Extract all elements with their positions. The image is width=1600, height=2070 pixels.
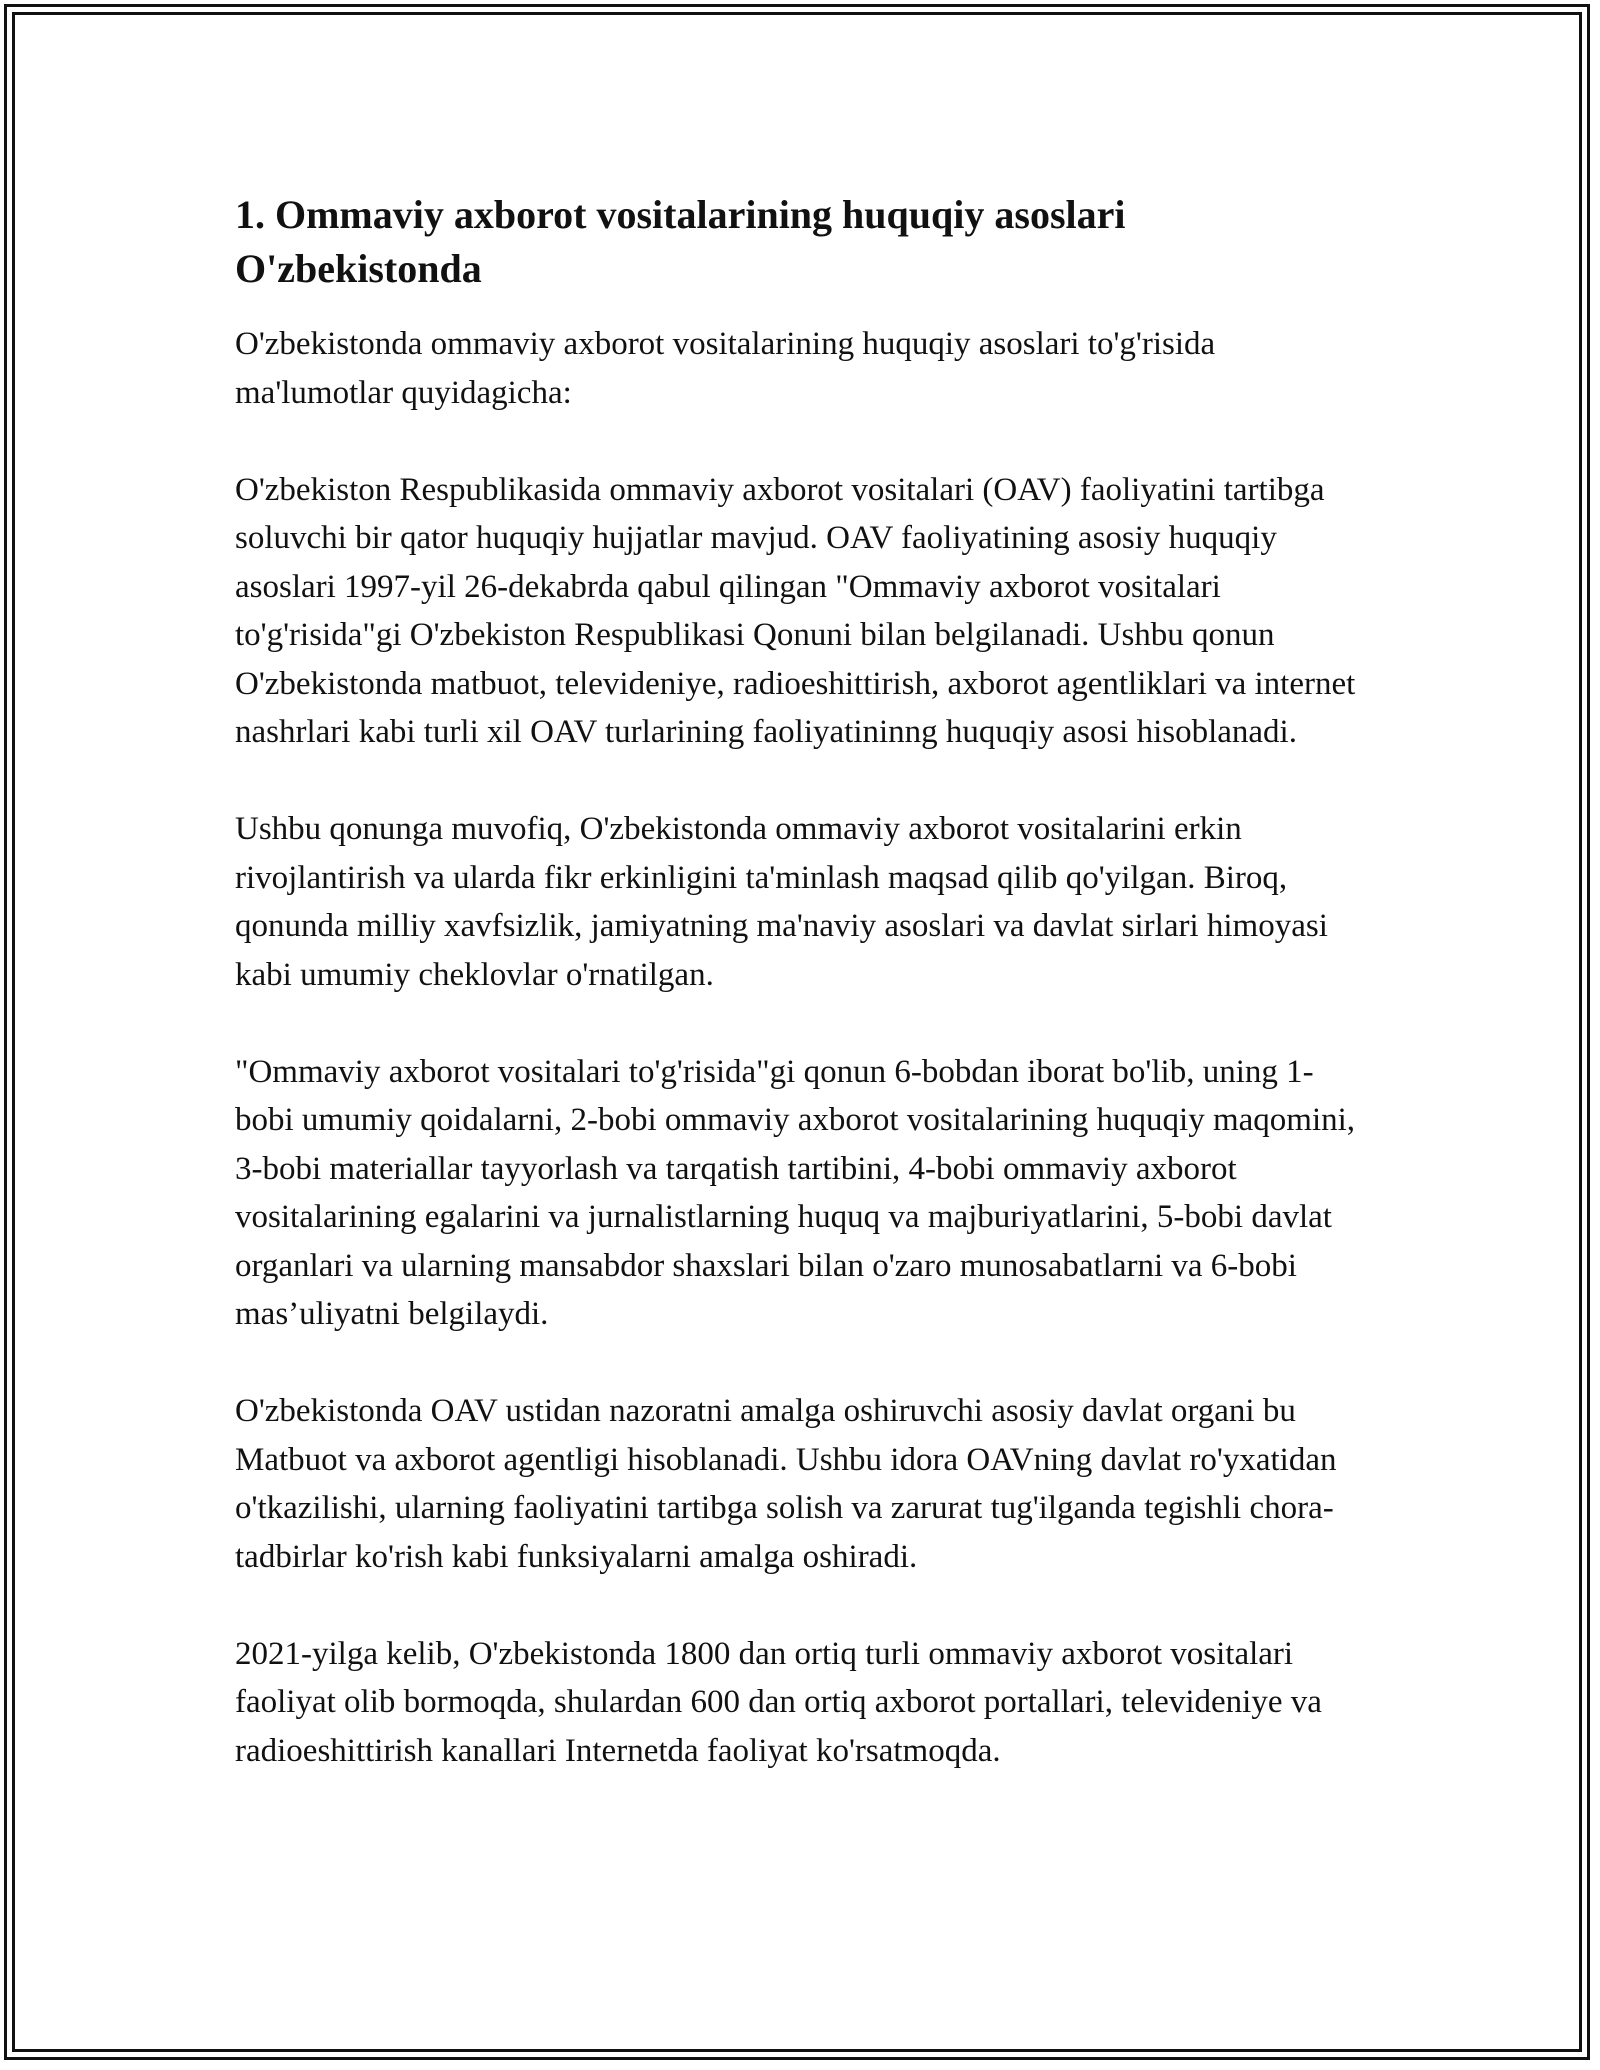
paragraph-oversight: O'zbekistonda OAV ustidan nazoratni amalga oshiruvchi asosiy davlat organi bu Matbuot va axborot agentligi hisoblanadi. Ushbu idora OAVning davlat ro'yxatidan o'tkazilishi, ularning faoliyatini tartibga solish va zarurat tug'ilganda tegishli chora-tadbirlar ko'rish kabi funksiyalarni amalga oshiradi.: [235, 1393, 1337, 1575]
paragraph-statistics: 2021-yilga kelib, O'zbekistonda 1800 dan ortiq turli ommaviy axborot vositalari faoliyat olib bormoqda, shulardan 600 dan ortiq axborot portallari, televideniye va radioeshittirish kanallari Internetda faoliyat ko'rsatmoqda.: [235, 1635, 1322, 1769]
document-body: [235, 188, 1365, 1824]
paragraph-freedom: Ushbu qonunga muvofiq, O'zbekistonda ommaviy axborot vositalarini erkin rivojlantirish va ularda fikr erkinligini ta'minlash maqsad qilib qo'yilgan. Biroq, qonunda milliy xavfsizlik, jamiyatning ma'naviy asoslari va davlat sirlari himoyasi kabi umumiy cheklovlar o'rnatilgan.: [235, 811, 1328, 993]
paragraph-legal-basis: O'zbekiston Respublikasida ommaviy axborot vositalari (OAV) faoliyatini tartibga soluvchi bir qator huquqiy hujjatlar mavjud. OAV faoliyatining asosiy huquqiy asoslari 1997-yil 26-dekabrda qabul qilingan "Ommaviy axborot vositalari to'g'risida"gi O'zbekiston Respublikasi Qonuni bilan belgilanadi. Ushbu qonun O'zbekistonda matbuot, televideniye, radioeshittirish, axborot agentliklari va internet nashrlari kabi turli xil OAV turlarining faoliyatininng huquqiy asosi hisoblanadi.: [235, 471, 1356, 750]
document-heading: 1. Ommaviy axborot vositalarining huquqiy asoslari O'zbekistonda: [235, 192, 1126, 291]
paragraph-intro: O'zbekistonda ommaviy axborot vositalarining huquqiy asoslari to'g'risida ma'lumotlar quyidagicha:: [235, 326, 1216, 411]
paragraph-law-chapters: "Ommaviy axborot vositalari to'g'risida"gi qonun 6-bobdan iborat bo'lib, uning 1-bobi umumiy qoidalarni, 2-bobi ommaviy axborot vositalarining huquqiy maqomini, 3-bobi materiallar tayyorlash va tarqatish tartibini, 4-bobi ommaviy axborot vositalarining egalarini va jurnalistlarning huquq va majburiyatlarini, 5-bobi davlat organlari va ularning mansabdor shaxslari bilan o'zaro munosabatlarni va 6-bobi mas’uliyatni belgilaydi.: [235, 1053, 1356, 1332]
